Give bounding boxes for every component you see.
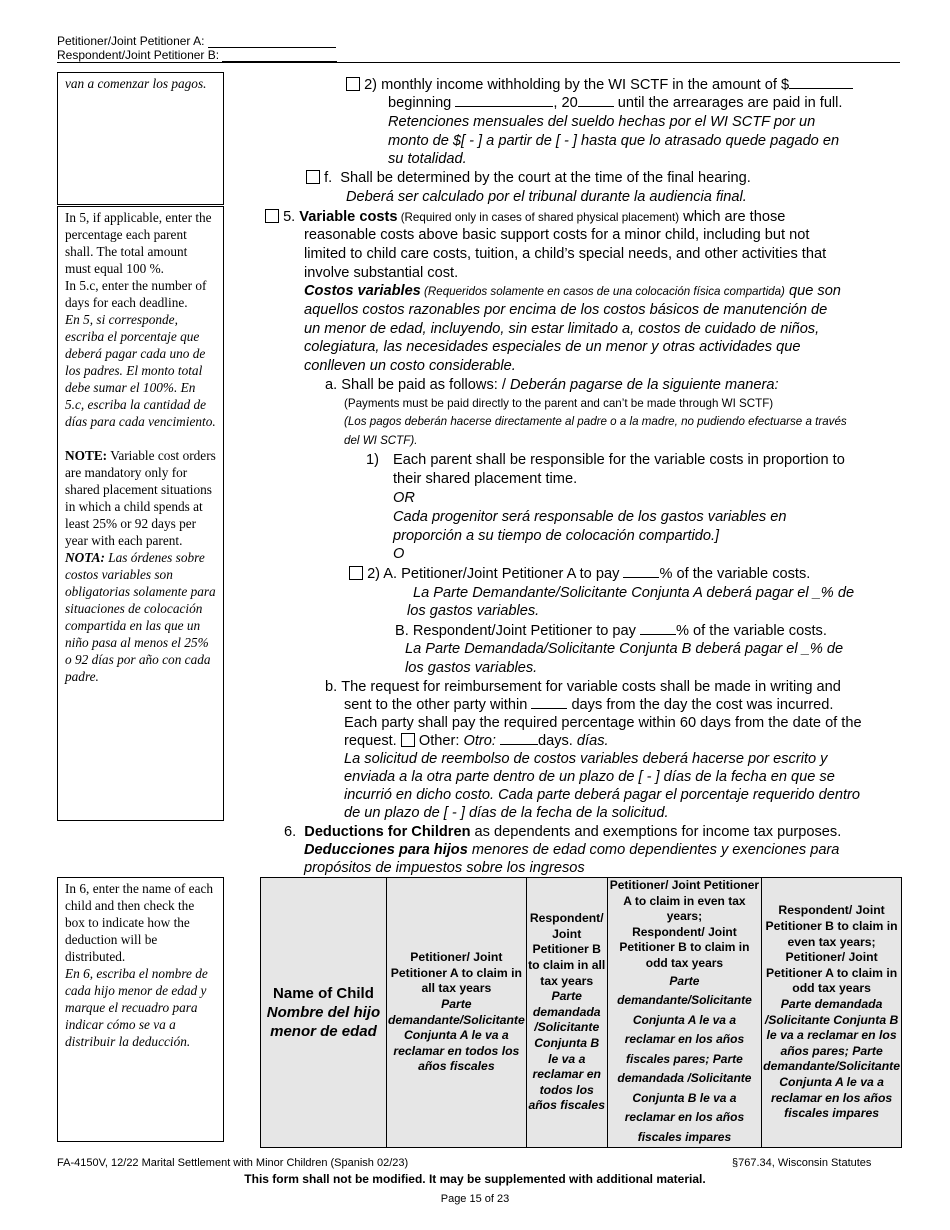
section5a1-line1: 1) <box>366 452 379 468</box>
section5b-es4: de un plazo de [ - ] días de la fecha de la solicitud. <box>344 805 669 821</box>
section5a1-or: OR <box>393 490 415 506</box>
percent-b-field[interactable] <box>640 622 676 635</box>
year-field[interactable] <box>578 94 614 107</box>
section5-checkbox[interactable] <box>265 209 279 223</box>
header-rule <box>57 62 900 63</box>
sidebar-note: NOTE: Variable cost orders are mandatory only for shared placement situations in which a child spends at least 25% or 92 days per year with each parent. <box>65 448 216 548</box>
section5a1-es2: proporción a su tiempo de colocación compartido.] <box>393 528 720 544</box>
header-petitioner-a: Petitioner/Joint Petitioner A: <box>57 34 336 48</box>
section5-title-line: 5. Variable costs (Required only in cases of shared physical placement) which are those <box>265 208 785 228</box>
section6-es-l2: propósitos de impuestos sobre los ingresos <box>304 860 585 876</box>
section5b-l1: b. The request for reimbursement for variable costs shall be made in writing and <box>325 679 841 695</box>
section5a1-es1: Cada progenitor será responsable de los gastos variables en <box>393 509 787 525</box>
section5a2-A-line: 2) A. Petitioner/Joint Petitioner A to pay % of the variable costs. <box>349 565 810 584</box>
section5-line4: involve substantial cost. <box>304 265 459 281</box>
section5b-l3: Each party shall pay the required percentage within 60 days from the date of the <box>344 715 862 731</box>
section5b-es2: enviada a la otra parte dentro de un plazo de [ - ] días de la fecha en que se <box>344 769 835 785</box>
section5b-es1: La solicitud de reembolso de costos variables deberá hacerse por escrito y <box>344 751 828 767</box>
section5-line3: limited to child care costs, tuition, a child’s special needs, and other activities that <box>304 246 827 262</box>
header-respondent-b: Respondent/Joint Petitioner B: <box>57 48 337 62</box>
section5-es2: aquellos costos razonables por encima de los costos básicos de manutención de <box>304 302 828 318</box>
section5-es5: conlleven un costo considerable. <box>304 358 516 374</box>
section5a2-A-es2: los gastos variables. <box>407 603 540 619</box>
footer-statute: §767.34, Wisconsin Statutes <box>732 1157 872 1169</box>
section5b-l4: request. Other: Otro: days. días. <box>344 733 609 749</box>
section5a2-B-line: B. Respondent/Joint Petitioner to pay % of the variable costs. <box>395 623 827 639</box>
section5-es-title: Costos variables (Requeridos solamente en casos de una colocación física compartida) que son <box>304 283 841 299</box>
item-f-checkbox[interactable] <box>306 170 320 184</box>
section5b-es3: incurrió en dicho costo. Cada parte deberá pagar el porcentaje requerido dentro <box>344 787 860 803</box>
section5a2-checkbox[interactable] <box>349 566 363 580</box>
item-f-es: Deberá ser calculado por el tribunal durante la audiencia final. <box>346 189 747 205</box>
item-e2-line1: 2) monthly income withholding by the WI SCTF in the amount of $ <box>346 76 853 95</box>
sidebar-box-3: In 6, enter the name of each child and then check the box to indicate how the deduction will be distributed. En 6, escriba el nombre de cada hijo menor de edad y marque el recuadro para indicar cómo se va a distribuir la deducción. <box>57 877 224 1142</box>
other-days-field[interactable] <box>500 732 538 745</box>
section6-es-line: Deducciones para hijos menores de edad como dependientes y exenciones para <box>304 842 840 858</box>
section6-title-line: 6. Deductions for Children as dependents and exemptions for income tax purposes. <box>284 824 842 840</box>
sidebar-nota: NOTA: Las órdenes sobre costos variables son obligatorias solamente para situaciones de colocación compartida en las que un niño pasa al menos el 25% o 92 días por año con cada padre. <box>65 550 216 684</box>
other-checkbox[interactable] <box>401 733 415 747</box>
percent-a-field[interactable] <box>623 565 659 578</box>
deductions-table <box>260 877 902 1148</box>
section5a2-B-es2: los gastos variables. <box>405 660 538 676</box>
col-name-of-child: Name of Child Nombre del hijo menor de edad <box>261 878 387 1148</box>
section5a-note-es1: (Los pagos deberán hacerse directamente al padre o a la madre, no pudiendo efectuarse a través <box>344 415 847 428</box>
section5a1-o: O <box>393 546 405 562</box>
item-e2-es3: su totalidad. <box>388 151 467 167</box>
item-e2-line2: beginning , 20 until the arrearages are paid in full. <box>388 95 843 111</box>
section5a-line: a. Shall be paid as follows: / Deberán pagarse de la siguiente manera: <box>325 377 779 393</box>
section5b-l2: sent to the other party within days from the day the cost was incurred. <box>344 697 834 713</box>
col-respondent-even-years: Respondent/ Joint Petitioner B to claim in even tax years; Petitioner/ Joint Petitioner A to claim in odd tax years Parte demandada /Solicitante Conjunta B le va a reclamar en los años pares; Parte demandante/Solicitante Conjunta A le va a reclamar en los años fiscales impares <box>762 878 902 1148</box>
footer-notice: This form shall not be modified. It may be supplemented with additional material. <box>244 1172 706 1186</box>
section5a1-l2: their shared placement time. <box>393 471 578 487</box>
petitioner-a-field[interactable] <box>208 36 336 48</box>
sidebar-box-1: van a comenzar los pagos. <box>57 72 224 205</box>
page-number: Page 15 of 23 <box>440 1193 510 1205</box>
col-petitioner-even-years: Petitioner/ Joint Petitioner A to claim in even tax years; Respondent/ Joint Petitioner B to claim in odd tax years Parte demandante/Solicitante Conjunta A le va a reclamar en los años fiscales pares; Parte demandada /Solicitante Conjunta B le va a reclamar en los años fiscales impares <box>607 878 761 1148</box>
respondent-b-field[interactable] <box>222 50 337 62</box>
item-e2-es2: monto de $[ - ] a partir de [ - ] hasta que lo atrasado quede pagado en <box>388 133 840 149</box>
item-e2-es1: Retenciones mensuales del sueldo hechas por el WI SCTF por un <box>388 114 816 130</box>
section5a1-l1: Each parent shall be responsible for the variable costs in proportion to <box>393 452 845 468</box>
section5a-note-es2: del WI SCTF). <box>344 434 418 447</box>
section5a2-A-es1: La Parte Demandante/Solicitante Conjunta A deberá pagar el _% de <box>413 585 855 601</box>
col-petitioner-all-years: Petitioner/ Joint Petitioner A to claim in all tax years Parte demandante/Solicitante Conjunta A le va a reclamar en todos los años fiscales <box>386 878 526 1148</box>
footer-form-id: FA-4150V, 12/22 Marital Settlement with Minor Children (Spanish 02/23) <box>57 1157 409 1169</box>
sidebar-box-2: In 5, if applicable, enter the percentage each parent shall. The total amount must equal 100 %. In 5.c, enter the number of days for each deadline. En 5, si corresponde, escriba el porcentaje que deberá pagar cada uno de los padres. El monto total debe sumar el 100%. En 5.c, escriba la cantidad de días para cada vencimiento. NOTE: Variable cost orders are mandatory only for shared placement situations in which a child spends at least 25% or 92 days per year with each parent. NOTA: Las órdenes sobre costos variables son obligatorias solamente para situaciones de colocación compartida en las que un niño pasa al menos el 25% o 92 días por año con cada padre. <box>57 206 224 821</box>
days-field[interactable] <box>531 696 567 709</box>
section5a2-B-es1: La Parte Demandada/Solicitante Conjunta B deberá pagar el _% de <box>405 641 844 657</box>
section5-es3: un menor de edad, incluyendo, sin estar limitado a, costos de cuidado de niños, <box>304 321 820 337</box>
section5-line2: reasonable costs above basic support costs for a minor child, including but not <box>304 227 810 243</box>
amount-field[interactable] <box>789 76 853 89</box>
item-e2-checkbox[interactable] <box>346 77 360 91</box>
section5a-note: (Payments must be paid directly to the parent and can’t be made through WI SCTF) <box>344 397 774 410</box>
col-respondent-all-years: Respondent/ Joint Petitioner B to claim in all tax years Parte demandada /Solicitante Conjunta B le va a reclamar en todos los años fiscales <box>526 878 607 1148</box>
beginning-date-field[interactable] <box>455 94 553 107</box>
section5-es4: colegiatura, las necesidades especiales de un menor y otras actividades que <box>304 339 801 355</box>
item-f-line: f. Shall be determined by the court at the time of the final hearing. <box>306 169 751 188</box>
